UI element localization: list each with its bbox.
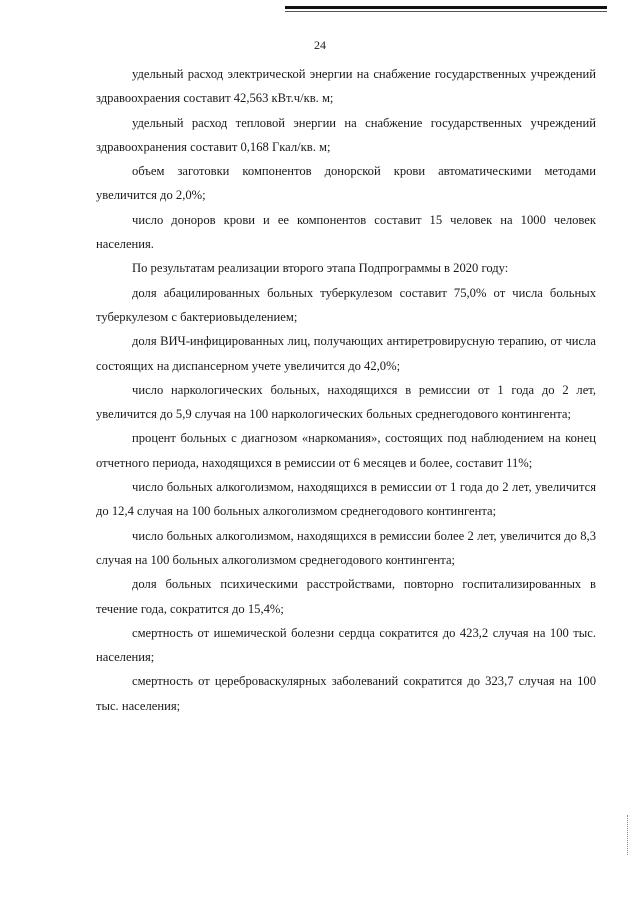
header-rule-thick xyxy=(285,6,607,9)
page-number: 24 xyxy=(314,38,326,52)
paragraph-stage-two-intro: По результатам реализации второго этапа Подпрограммы в 2020 году: xyxy=(132,261,509,276)
paragraph-alcoholism-1-2-years: число больных алкоголизмом, находящихся в ремиссии от 1 года до 2 лет, увеличится до 12,4 случая на 100 больных алкоголизмом среднегодового контингента; xyxy=(96,480,596,519)
paragraph-blood-components: объем заготовки компонентов донорской крови автоматическими методами увеличится до 2,0%; xyxy=(96,164,596,203)
document-body xyxy=(96,62,596,718)
paragraph-electricity: удельный расход электрической энергии на снабжение государственных учреждений здравоохраения составит 42,563 кВт.ч/кв. м; xyxy=(96,67,596,106)
header-rule-thin xyxy=(285,11,607,12)
paragraph-cerebrovascular-mortality: смертность от цереброваскулярных заболеваний сократится до 323,7 случая на 100 тыс. населения; xyxy=(96,674,596,713)
paragraph-ischemic-mortality: смертность от ишемической болезни сердца сократится до 423,2 случая на 100 тыс. населения; xyxy=(96,625,596,665)
paragraph-drug-addiction: процент больных с диагнозом «наркомания», состоящих под наблюдением на конец отчетного периода, находящихся в ремиссии от 6 месяцев и более, составит 11%; xyxy=(96,431,596,470)
paragraph-hiv: доля ВИЧ-инфицированных лиц, получающих антиретровирусную терапию, от числа состоящих на диспансерном учете увеличится до 42,0%; xyxy=(96,334,596,373)
scan-edge-marks xyxy=(627,815,630,855)
paragraph-alcoholism-over-2-years: число больных алкоголизмом, находящихся в ремиссии более 2 лет, увеличится до 8,3 случая на 100 больных алкоголизмом среднегодового контингента; xyxy=(96,528,596,567)
paragraph-narcology-remission: число наркологических больных, находящихся в ремиссии от 1 года до 2 лет, увеличится до 5,9 случая на 100 наркологических больных среднегодового контингента; xyxy=(96,382,596,422)
paragraph-mental-disorders: доля больных психическими расстройствами, повторно госпитализированных в течение года, сократится до 15,4%; xyxy=(96,577,596,616)
paragraph-blood-donors: число доноров крови и ее компонентов составит 15 человек на 1000 человек населения. xyxy=(96,212,596,252)
paragraph-heat: удельный расход тепловой энергии на снабжение государственных учреждений здравоохранения составит 0,168 Гкал/кв. м; xyxy=(96,115,596,154)
paragraph-tuberculosis: доля абацилированных больных туберкулезом составит 75,0% от числа больных туберкулезом с бактериовыделением; xyxy=(96,285,596,324)
